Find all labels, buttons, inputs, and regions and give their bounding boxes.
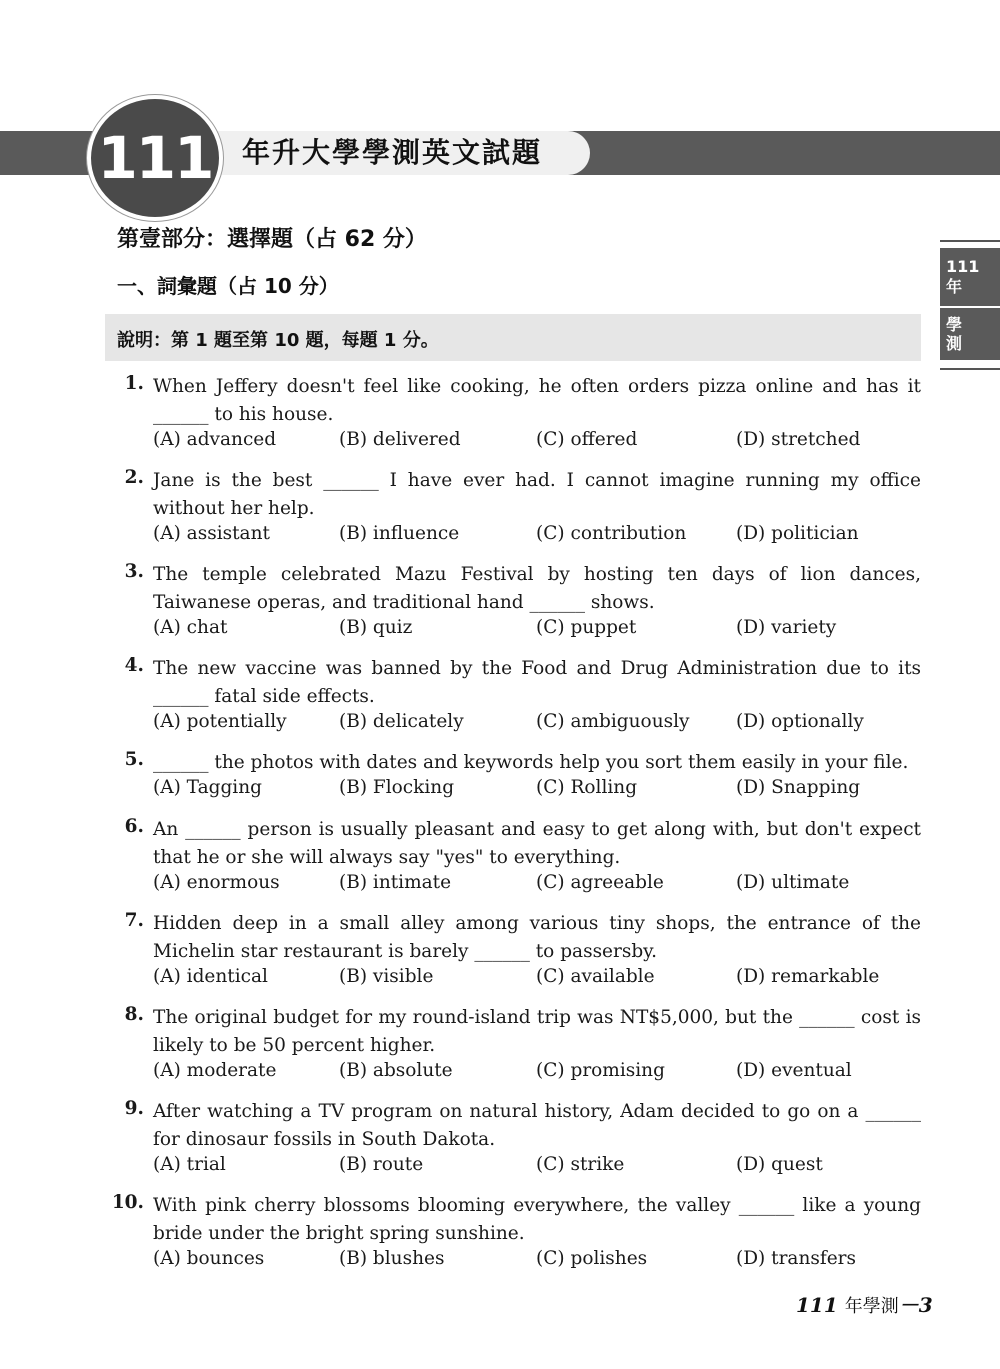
question-stem: ______ the photos with dates and keywords help you sort them easily in your file.	[153, 752, 909, 773]
option-c[interactable]: (C) contribution	[536, 523, 687, 544]
question-number: 4.	[124, 655, 144, 676]
option-c[interactable]: (C) puppet	[536, 617, 637, 638]
option-b[interactable]: (B) delicately	[339, 711, 464, 732]
question-number: 5.	[124, 749, 144, 770]
side-tab-year: 111	[946, 257, 980, 276]
question-number: 2.	[124, 467, 144, 488]
option-d[interactable]: (D) variety	[736, 617, 837, 638]
option-d[interactable]: (D) stretched	[736, 429, 861, 450]
page-footer	[796, 1289, 933, 1318]
option-b[interactable]: (B) visible	[339, 966, 434, 987]
question-stem: When Jeffery doesn't feel like cooking, he often orders pizza online and has it ______ to his house.	[153, 376, 921, 425]
question-stem: An ______ person is usually pleasant and easy to get along with, but don't expect that he or she will always say "yes" to everything.	[153, 819, 921, 868]
question-number: 3.	[124, 561, 144, 582]
option-d[interactable]: (D) eventual	[736, 1060, 852, 1081]
option-a[interactable]: (A) moderate	[153, 1060, 277, 1081]
option-row	[153, 711, 921, 737]
side-tab-char: 年	[946, 277, 963, 296]
option-b[interactable]: (B) intimate	[339, 872, 452, 893]
side-tab-divider	[940, 306, 1000, 308]
instruction-text: 說明：第 1 題至第 10 題，每題 1 分。	[117, 330, 439, 351]
footer-text: 年學測	[844, 1296, 899, 1317]
question-stem: After watching a TV program on natural history, Adam decided to go on a ______ for dinosaur fossils in South Dakota.	[153, 1101, 921, 1150]
question-number: 7.	[124, 910, 144, 931]
option-row	[153, 523, 921, 549]
option-a[interactable]: (A) assistant	[153, 523, 270, 544]
option-b[interactable]: (B) route	[339, 1154, 424, 1175]
question-number: 9.	[124, 1098, 144, 1119]
option-row	[153, 429, 921, 455]
side-tab-char: 學	[946, 315, 963, 334]
question-stem: Hidden deep in a small alley among various tiny shops, the entrance of the Michelin star restaurant is barely ______ to passersby.	[153, 913, 921, 962]
question-stem: With pink cherry blossoms blooming everywhere, the valley ______ like a young bride under the bright spring sunshine.	[153, 1195, 921, 1244]
question-stem: The temple celebrated Mazu Festival by hosting ten days of lion dances, Taiwanese operas, and traditional hand ______ shows.	[153, 564, 921, 613]
option-d[interactable]: (D) Snapping	[736, 777, 861, 798]
footer-year: 111	[796, 1293, 838, 1317]
side-rule-top	[940, 240, 1000, 242]
option-b[interactable]: (B) Flocking	[339, 777, 455, 798]
option-c[interactable]: (C) offered	[536, 429, 638, 450]
option-d[interactable]: (D) quest	[736, 1154, 823, 1175]
option-d[interactable]: (D) remarkable	[736, 966, 880, 987]
option-a[interactable]: (A) identical	[153, 966, 268, 987]
option-row	[153, 1060, 921, 1086]
question-number: 1.	[124, 373, 144, 394]
option-c[interactable]: (C) polishes	[536, 1248, 648, 1269]
instruction-box	[105, 314, 921, 361]
question-number: 6.	[124, 816, 144, 837]
question-stem: The new vaccine was banned by the Food and Drug Administration due to its ______ fatal side effects.	[153, 658, 921, 707]
question-stem: The original budget for my round-island trip was NT$5,000, but the ______ cost is likely to be 50 percent higher.	[153, 1007, 921, 1056]
option-d[interactable]: (D) optionally	[736, 711, 864, 732]
option-a[interactable]: (A) bounces	[153, 1248, 265, 1269]
question-number: 10.	[111, 1192, 144, 1213]
part-title: 第壹部分：選擇題（占 62 分）	[117, 227, 427, 252]
option-c[interactable]: (C) ambiguously	[536, 711, 690, 732]
option-a[interactable]: (A) enormous	[153, 872, 280, 893]
option-c[interactable]: (C) promising	[536, 1060, 665, 1081]
side-tab-char: 測	[946, 334, 963, 353]
option-a[interactable]: (A) potentially	[153, 711, 287, 732]
option-row	[153, 1248, 921, 1274]
option-row	[153, 777, 921, 803]
page-number: －3	[898, 1293, 933, 1317]
option-a[interactable]: (A) chat	[153, 617, 228, 638]
option-d[interactable]: (D) ultimate	[736, 872, 850, 893]
option-c[interactable]: (C) strike	[536, 1154, 625, 1175]
option-a[interactable]: (A) advanced	[153, 429, 277, 450]
option-row	[153, 872, 921, 898]
option-b[interactable]: (B) influence	[339, 523, 460, 544]
option-c[interactable]: (C) agreeable	[536, 872, 664, 893]
option-c[interactable]: (C) Rolling	[536, 777, 638, 798]
option-a[interactable]: (A) Tagging	[153, 777, 262, 798]
option-b[interactable]: (B) delivered	[339, 429, 461, 450]
option-row	[153, 966, 921, 992]
question-number: 8.	[124, 1004, 144, 1025]
option-a[interactable]: (A) trial	[153, 1154, 226, 1175]
option-d[interactable]: (D) politician	[736, 523, 859, 544]
page-title: 年升大學學測英文試題	[242, 136, 543, 169]
option-row	[153, 1154, 921, 1180]
option-b[interactable]: (B) absolute	[339, 1060, 453, 1081]
option-c[interactable]: (C) available	[536, 966, 655, 987]
side-rule-bottom	[940, 368, 1000, 370]
option-b[interactable]: (B) blushes	[339, 1248, 445, 1269]
side-tab	[940, 248, 1000, 360]
option-b[interactable]: (B) quiz	[339, 617, 413, 638]
year-badge: 111	[87, 95, 223, 221]
option-d[interactable]: (D) transfers	[736, 1248, 856, 1269]
option-row	[153, 617, 921, 643]
question-stem: Jane is the best ______ I have ever had. I cannot imagine running my office without her help.	[153, 470, 921, 519]
section-title: 一、詞彙題（占 10 分）	[117, 274, 339, 298]
